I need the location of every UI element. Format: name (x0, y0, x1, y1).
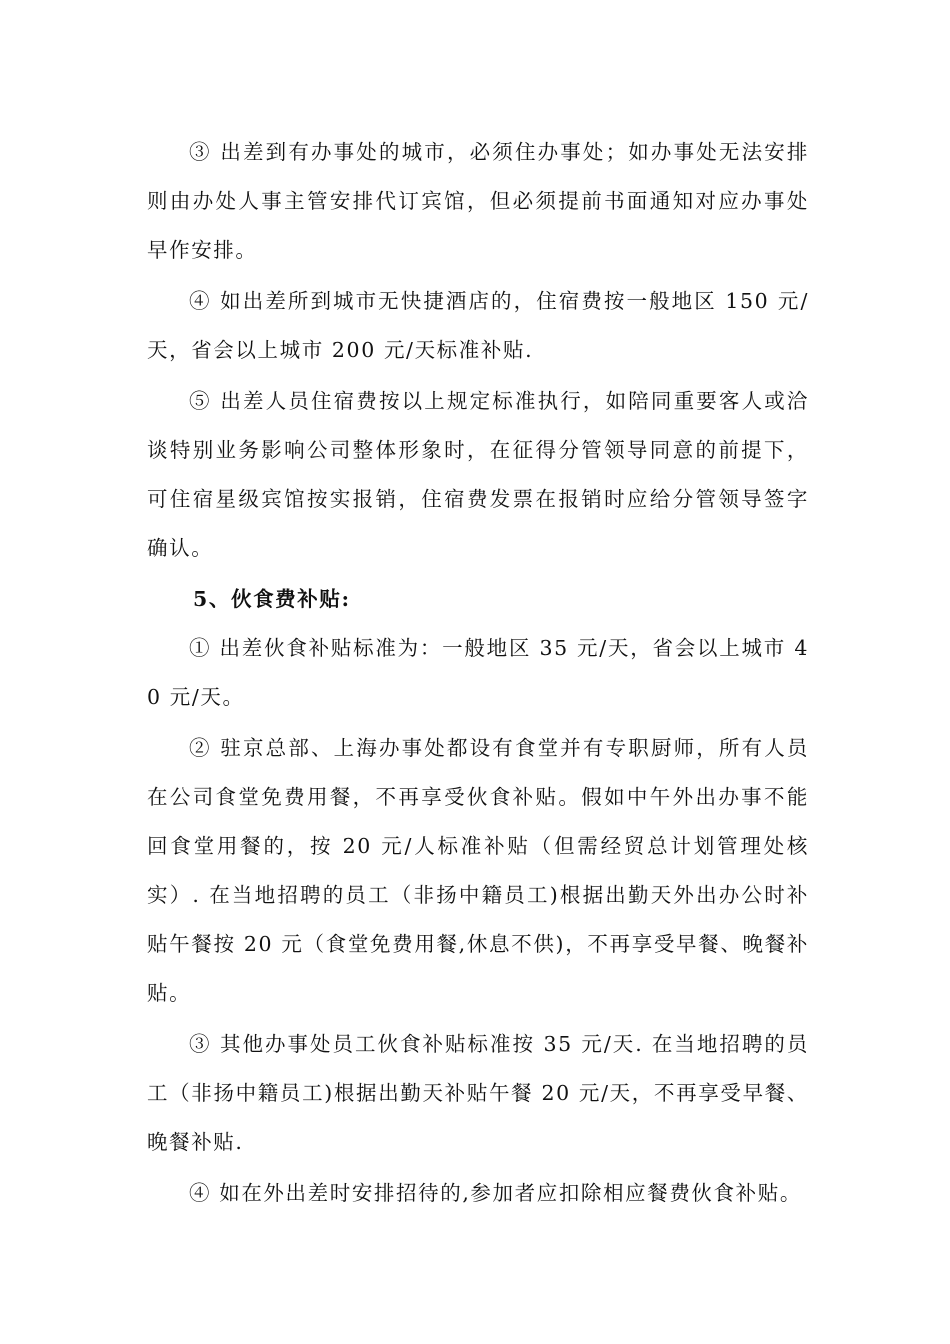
paragraph-meal-canteen: ② 驻京总部、上海办事处都设有食堂并有专职厨师，所有人员在公司食堂免费用餐，不再享受伙食补贴。假如中午外出办事不能回食堂用餐的，按 20 元/人标准补贴（但需经贸总计划管理处核实）. 在当地招聘的员工（非扬中籍员工)根据出勤天外出办公时补贴午餐按 20 元（食堂免费用餐,休息不供)，不再享受早餐、晚餐补贴。 (147, 736, 809, 1005)
document-body (147, 128, 809, 1218)
paragraph-meal-other-offices: ③ 其他办事处员工伙食补贴标准按 35 元/天. 在当地招聘的员工（非扬中籍员工)根据出勤天补贴午餐 20 元/天，不再享受早餐、晚餐补贴. (147, 1032, 809, 1154)
paragraph-lodging-standard-exception: ⑤ 出差人员住宿费按以上规定标准执行，如陪同重要客人或洽谈特别业务影响公司整体形象时，在征得分管领导同意的前提下，可住宿星级宾馆按实报销，住宿费发票在报销时应给分管领导签字确认。 (147, 389, 809, 560)
paragraph-meal-standard: ① 出差伙食补贴标准为：一般地区 35 元/天，省会以上城市 40 元/天。 (147, 636, 809, 709)
paragraph-lodging-no-budget-hotel: ④ 如出差所到城市无快捷酒店的，住宿费按一般地区 150 元/天，省会以上城市 200 元/天标准补贴. (147, 289, 809, 362)
section-heading-meal-allowance: 5、伙食费补贴: (193, 587, 351, 611)
paragraph-lodging-office-city: ③ 出差到有办事处的城市，必须住办事处；如办事处无法安排则由办处人事主管安排代订宾馆，但必须提前书面通知对应办事处早作安排。 (147, 140, 809, 262)
paragraph-meal-hospitality-deduction: ④ 如在外出差时安排招待的,参加者应扣除相应餐费伙食补贴。 (189, 1181, 802, 1205)
